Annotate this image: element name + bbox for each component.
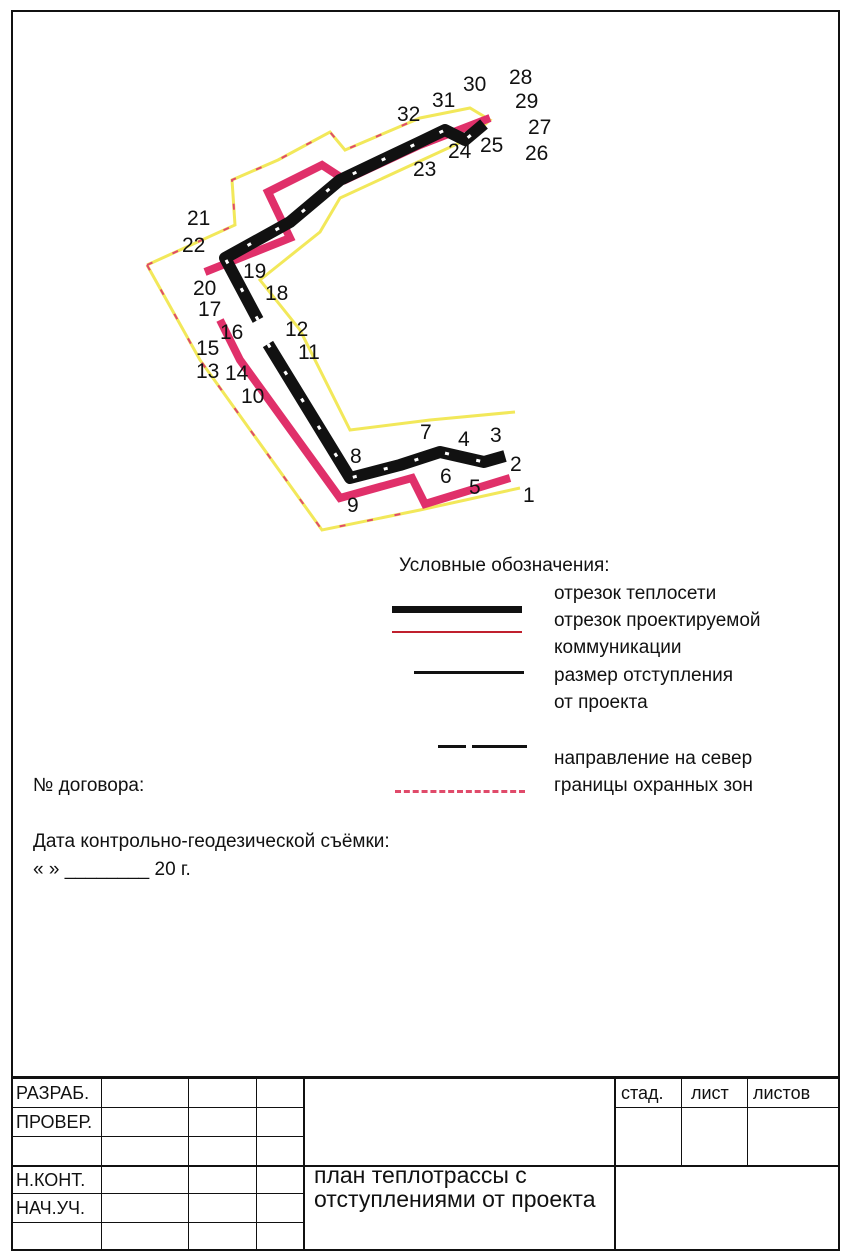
point-label: 28 <box>509 66 533 89</box>
point-label: 6 <box>440 465 452 488</box>
contract-label: № договора: <box>33 775 145 796</box>
header-sheets: листов <box>753 1083 811 1103</box>
point-label: 9 <box>347 494 359 517</box>
point-label: 5 <box>469 476 481 499</box>
point-label: 31 <box>432 89 456 112</box>
legend-item: размер отступления <box>554 665 733 686</box>
point-label: 15 <box>196 337 220 360</box>
point-label: 21 <box>187 207 211 230</box>
legend-item: от проекта <box>554 692 648 713</box>
point-label: 27 <box>528 116 552 139</box>
point-label: 4 <box>458 428 470 451</box>
point-label: 17 <box>198 298 222 321</box>
point-label: 20 <box>193 277 217 300</box>
point-label: 32 <box>397 103 421 126</box>
point-label: 13 <box>196 360 220 383</box>
point-label: 8 <box>350 445 362 468</box>
survey-date-label: Дата контрольно-геодезической съёмки: <box>33 831 390 852</box>
point-label: 29 <box>515 90 539 113</box>
legend-swatch-heat-network <box>392 606 522 613</box>
point-label: 16 <box>220 321 244 344</box>
point-label: 12 <box>285 318 309 341</box>
point-label: 18 <box>265 282 289 305</box>
point-label: 3 <box>490 424 502 447</box>
legend-swatch-north-a <box>438 745 466 748</box>
legend-swatch-deviation <box>414 671 524 674</box>
point-label: 22 <box>182 234 206 257</box>
point-label: 30 <box>463 73 487 96</box>
legend-item: коммуникации <box>554 637 682 658</box>
survey-date-value: « » ________ 20 г. <box>33 859 191 880</box>
point-label: 2 <box>510 453 522 476</box>
point-label: 25 <box>480 134 504 157</box>
heat-network-dashes <box>225 124 484 320</box>
title-block <box>11 1076 840 1251</box>
legend-item: отрезок теплосети <box>554 583 717 604</box>
point-label: 19 <box>243 260 267 283</box>
legend-heading: Условные обозначения: <box>399 555 610 576</box>
point-label: 14 <box>225 362 249 385</box>
point-label: 11 <box>298 341 320 364</box>
point-label: 26 <box>525 142 549 165</box>
legend-swatch-designed-line <box>392 631 522 633</box>
point-label: 7 <box>420 421 432 444</box>
legend-swatch-north-b <box>472 745 527 748</box>
point-label: 1 <box>523 484 535 507</box>
row-label-section-head: НАЧ.УЧ. <box>16 1198 86 1218</box>
heat-network-upper <box>225 124 484 320</box>
legend-item: направление на север <box>554 748 753 769</box>
legend-item: отрезок проектируемой <box>554 610 761 631</box>
legend-swatch-protection-zone <box>395 790 525 793</box>
legend-item: границы охранных зон <box>554 775 753 796</box>
header-sheet: лист <box>691 1083 729 1103</box>
header-stage: стад. <box>621 1083 664 1103</box>
point-label: 23 <box>413 158 437 181</box>
point-label: 10 <box>241 385 265 408</box>
drawing-title: план теплотрассы с отступлениями от проекта <box>314 1162 596 1212</box>
row-label-checked: ПРОВЕР. <box>16 1112 93 1132</box>
row-label-developed: РАЗРАБ. <box>16 1083 90 1103</box>
row-label-norm-control: Н.КОНТ. <box>16 1170 86 1190</box>
point-label: 24 <box>448 140 472 163</box>
